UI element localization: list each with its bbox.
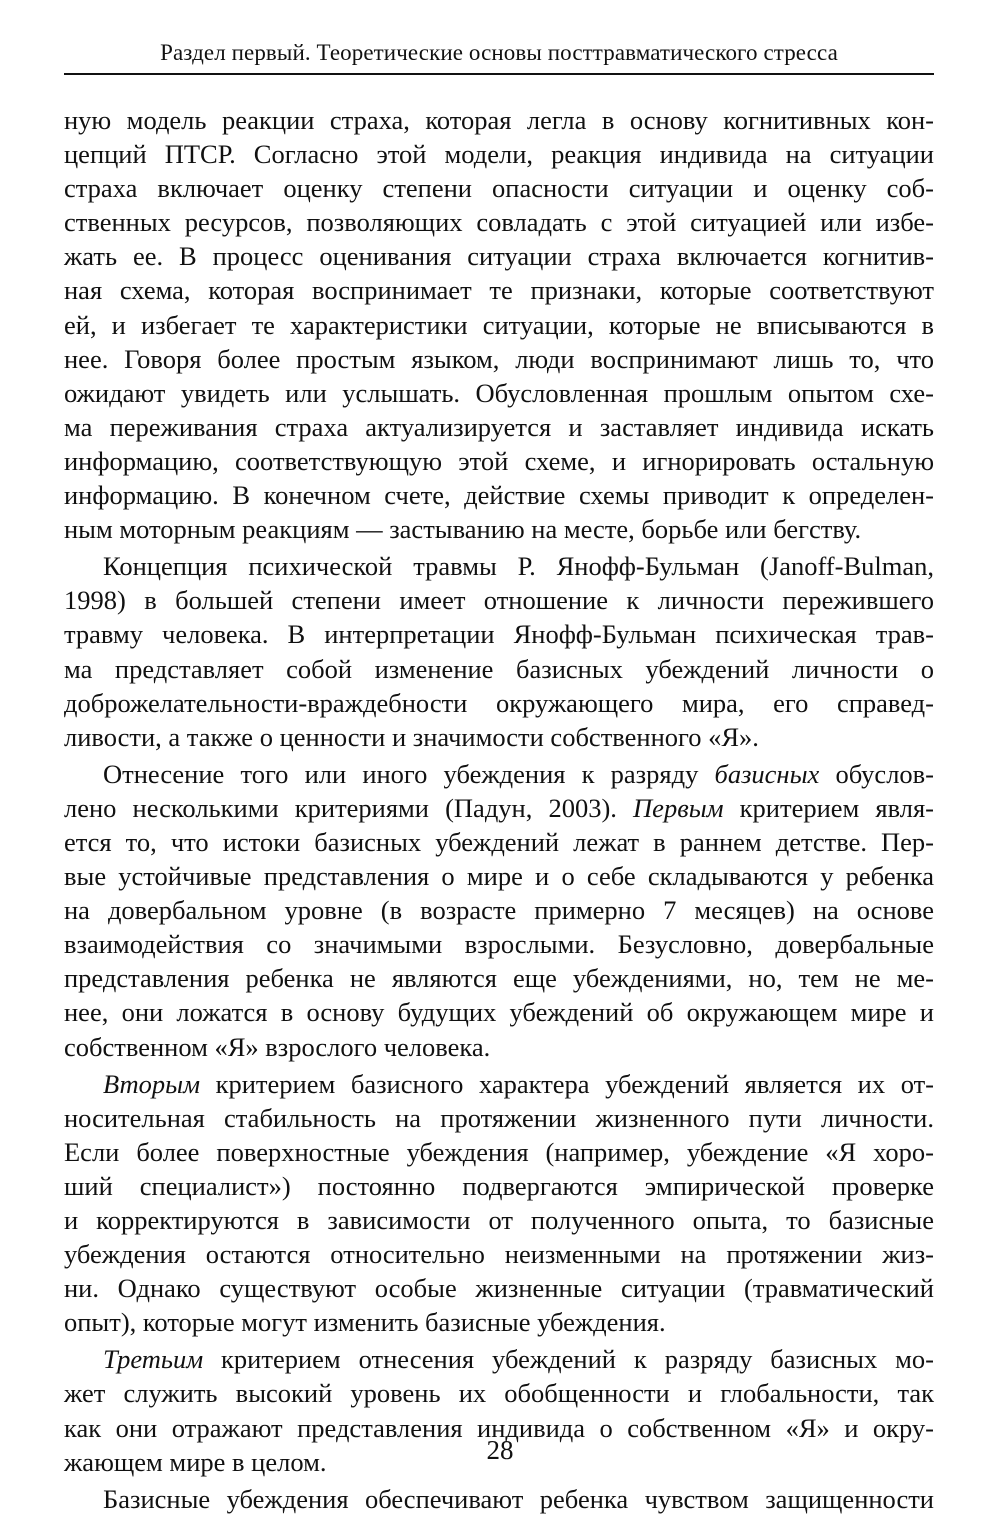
text-line: Отнесение того или иного убеждения к разряду базисных обуслов- [103,758,935,789]
italic-term: базисных [714,758,820,789]
text-line: Концепция психической травмы Р. Янофф-Бульман (Janoff-Bulman, [103,551,934,582]
text-line: ший специалист») постоянно подвергаются эмпирической проверке [64,1170,934,1201]
text-line: как они отражают представления индивида о собственном «Я» и окру- [64,1412,934,1443]
text-line: жающем мире в целом. [64,1446,327,1477]
text-line: жать ее. В процесс оценивания ситуации страха включается когнитив- [64,241,934,272]
body-text [64,103,934,1516]
text-line: ожидают увидеть или услышать. Обусловленная прошлым опытом схе- [64,377,934,408]
running-header: Раздел первый. Теоретические основы посттравматического стресса [160,40,838,65]
text-line: представления ребенка не являются еще убеждениями, но, тем не ме- [64,963,934,994]
text-line: ма переживания страха актуализируется и заставляет индивида искать [64,411,934,442]
text-line: ливости, а также о ценности и значимости собственного «Я». [64,721,759,752]
text-line: информацию. В конечном счете, действие схемы приводит к определен- [64,480,934,511]
text-line: ни. Однако существуют особые жизненные ситуации (травматический [64,1273,934,1304]
text-line: взаимодействия со значимыми взрослыми. Безусловно, довербальные [64,929,934,960]
italic-term: Вторым [103,1068,201,1099]
header-rule [64,73,934,75]
text-line: вые устойчивые представления о мире и о себе складываются у ребенка [64,861,934,892]
text-line: жет служить высокий уровень их обобщенности и глобальности, так [64,1378,934,1409]
page-number: 28 [486,1435,514,1465]
text-line: носительная стабильность на протяжении жизненного пути личности. [64,1102,934,1133]
text-line: ма представляет собой изменение базисных убеждений личности о [64,653,934,684]
italic-term: Первым [633,792,724,823]
text-line: нее, они ложатся в основу будущих убеждений об окружающем мире и [64,997,934,1028]
text-line: и корректируются в зависимости от полученного опыта, то базисные [64,1205,934,1235]
text-line: собственном «Я» взрослого человека. [64,1031,491,1062]
text-line: на довербальном уровне (в возрасте примерно 7 месяцев) на основе [64,895,934,926]
text-line: 1998) в большей степени имеет отношение к личности пережившего [64,585,934,616]
text-line: ная схема, которая воспринимает те признаки, которые соответствуют [64,275,934,306]
text-line: ную модель реакции страха, которая легла в основу когнитивных кон- [64,105,934,135]
text-line: травму человека. В интерпретации Янофф-Бульман психическая трав- [64,619,934,650]
text-line: страха включает оценку степени опасности ситуации и оценку соб- [64,173,934,204]
text-line: Третьим критерием отнесения убеждений к разряду базисных мо- [103,1344,934,1375]
text-line: Если более поверхностные убеждения (например, убеждение «Я хоро- [64,1136,934,1167]
text-line: опыт), которые могут изменить базисные убеждения. [64,1307,666,1338]
text-line: информацию, соответствующую этой схеме, и игнорировать остальную [64,445,934,476]
text-line: убеждения остаются относительно неизменными на протяжении жиз- [64,1239,934,1270]
text-line: ется то, что истоки базисных убеждений лежат в раннем детстве. Пер- [64,826,934,857]
text-line: Базисные убеждения обеспечивают ребенка чувством защищенности [103,1483,934,1514]
text-line: ей, и избегает те характеристики ситуации, которые не вписываются в [64,309,934,340]
italic-term: Третьим [103,1344,204,1375]
text-line: лено несколькими критериями (Падун, 2003). Первым критерием явля- [64,792,934,823]
text-line: ным моторным реакциям — застыванию на месте, борьбе или бегству. [64,514,862,545]
text-line: Вторым критерием базисного характера убеждений является их от- [103,1068,934,1099]
text-line: ственных ресурсов, позволяющих совладать с этой ситуацией или избе- [64,207,934,238]
text-line: нее. Говоря более простым языком, люди воспринимают лишь то, что [64,343,934,374]
text-line: доброжелательности-враждебности окружающего мира, его справед- [64,687,934,718]
text-line: цепций ПТСР. Согласно этой модели, реакция индивида на ситуации [64,139,934,170]
